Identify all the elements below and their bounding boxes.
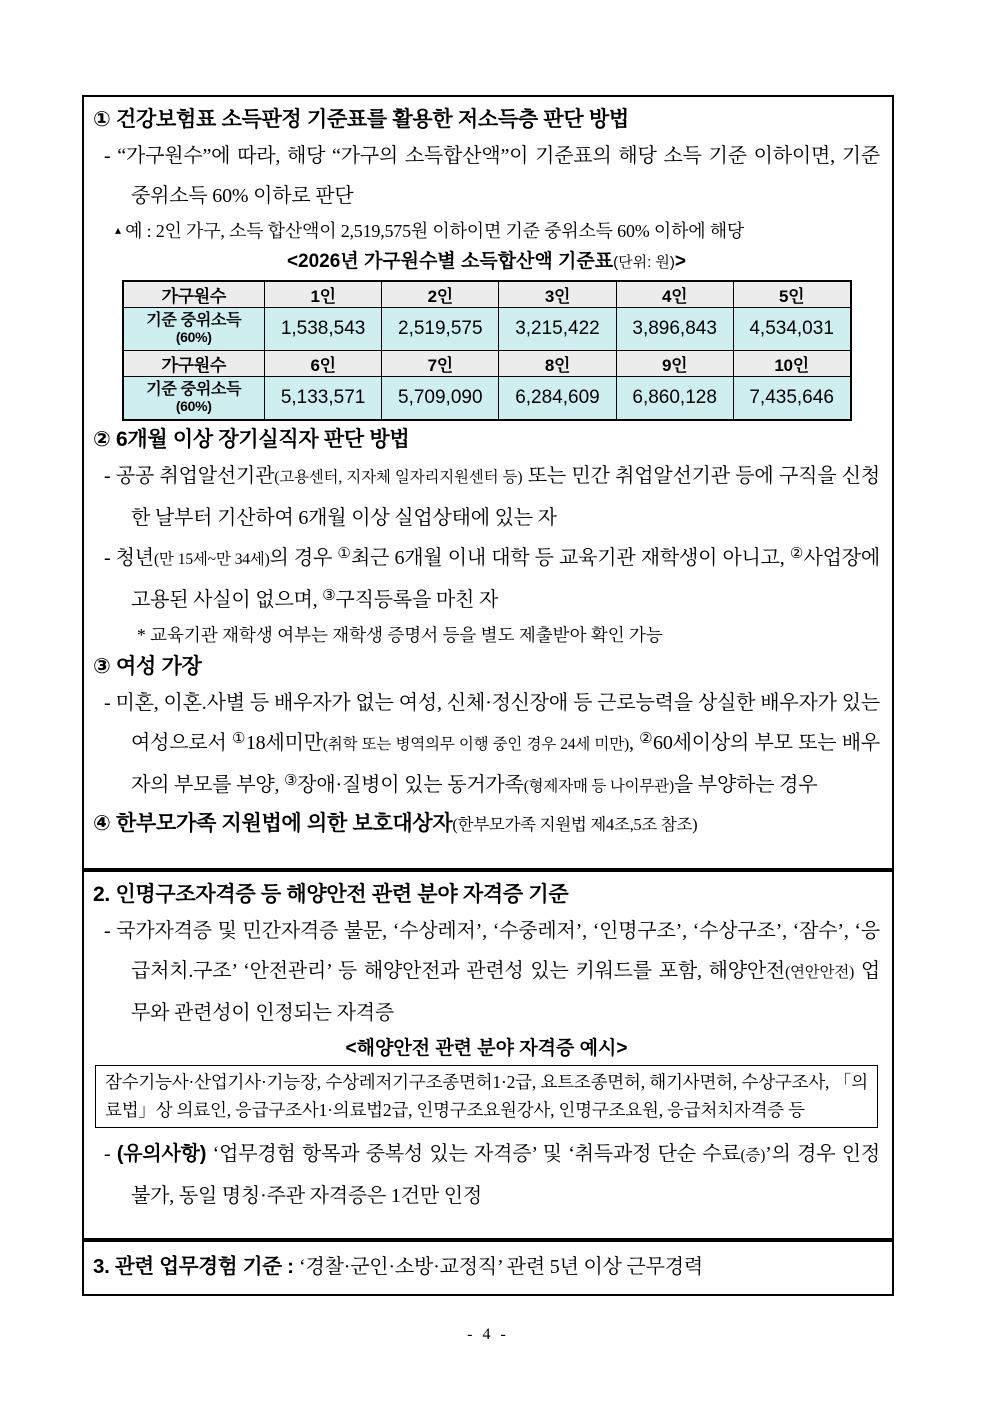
table-header-cell: 9인	[616, 351, 733, 377]
page-number: - 4 -	[467, 1326, 509, 1343]
section-heading-female-head: ③ 여성 가장	[93, 655, 202, 678]
table-value-cell: 3,215,422	[499, 308, 616, 351]
paragraph-female-head: - 미혼, 이혼.사별 등 배우자가 없는 여성, 신체·정신장애 등 근로능력을 상실한 배우자가 있는 여성으로서 ①18세미만(취학 또는 병역의무 이행 중인 경우 24세 미만), ②60세이상의 부모 또는 배우자의 부모를 부양, ③장애·질병이 있는 동거가족(형제자매 등 나이무관)을 부양하는 경우	[104, 692, 881, 796]
table-header-cell: 2인	[382, 281, 499, 308]
table-header-cell: 5인	[733, 281, 850, 308]
table-header-cell: 1인	[265, 281, 382, 308]
content-box-eligibility	[82, 95, 894, 870]
paragraph-income-criteria: - “가구원수”에 따라, 해당 “가구의 소득합산액”이 기준표의 해당 소득 기준 이하이면, 기준 중위소득 60% 이하로 판단	[104, 145, 880, 207]
content-box-certificates	[82, 870, 894, 1240]
table-header-cell: 가구원수	[123, 351, 265, 377]
section-heading-health-insurance: ① 건강보험표 소득판정 기준표를 활용한 저소득층 판단 방법	[93, 108, 629, 131]
table-label-sub: (60%)	[175, 329, 212, 345]
section-heading-single-parent: ④ 한부모가족 지원법에 의한 보호대상자(한부모가족 지원법 제4조,5조 참조)	[93, 812, 698, 835]
content-box-experience	[82, 1240, 894, 1296]
table-header-cell: 7인	[382, 351, 499, 377]
paragraph-cert-keywords: - 국가자격증 및 민간자격증 불문, ‘수상레저’, ‘수중레저’, ‘인명구조’, ‘수상구조’, ‘잠수’, ‘응급처치.구조’ ‘안전관리’ 등 해양안전과 관련성 있는 키워드를 포함, 해양안전(연안안전) 업무와 관련성이 인정되는 자격증	[104, 920, 881, 1024]
table-value-cell: 6,284,609	[499, 377, 616, 421]
table-header-cell: 가구원수	[123, 281, 265, 308]
income-criteria-table	[122, 280, 852, 421]
table-header-cell: 3인	[499, 281, 616, 308]
table-value-cell: 3,896,843	[616, 308, 733, 351]
table-label-text: 기준 중위소득	[146, 312, 242, 329]
table-value-cell: 5,709,090	[382, 377, 499, 421]
table-label-cell	[123, 308, 265, 351]
table-caption: <2026년 가구원수별 소득합산액 기준표(단위: 원)>	[286, 251, 687, 272]
table-header-cell: 4인	[616, 281, 733, 308]
table-header-cell: 8인	[499, 351, 616, 377]
table-value-cell: 7,435,646	[733, 377, 850, 421]
table-header-cell: 6인	[265, 351, 382, 377]
table-label-sub: (60%)	[175, 398, 212, 414]
table-value-cell: 5,133,571	[265, 377, 382, 421]
table-header-cell: 10인	[733, 351, 850, 377]
example-box-caption: <해양안전 관련 분야 자격증 예시>	[345, 1038, 628, 1059]
table-header-row-2	[123, 351, 851, 377]
table-value-cell: 1,538,543	[265, 308, 382, 351]
paragraph-example: ▴ 예 : 2인 가구, 소득 합산액이 2,519,575원 이하이면 기준 중위소득 60% 이하에 해당	[115, 221, 745, 241]
table-value-cell: 4,534,031	[733, 308, 850, 351]
section-heading-unemployed: ② 6개월 이상 장기실직자 판단 방법	[93, 428, 410, 451]
paragraph-public-agency: - 공공 취업알선기관(고용센터, 지자체 일자리지원센터 등) 또는 민간 취업알선기관 등에 구직을 신청한 날부터 기산하여 6개월 이상 실업상태에 있는 자	[104, 465, 880, 529]
section-heading-certificates: 2. 인명구조자격증 등 해양안전 관련 분야 자격증 기준	[93, 883, 569, 906]
note-enrollment-check: * 교육기관 재학생 여부는 재학생 증명서 등을 별도 제출받아 확인 가능	[137, 625, 663, 645]
table-value-cell: 2,519,575	[382, 308, 499, 351]
section-heading-experience: 3. 관련 업무경험 기준 : ‘경찰·군인·소방·교정직’ 관련 5년 이상 근무경력	[93, 1255, 704, 1278]
table-header-row-1	[123, 281, 851, 308]
paragraph-youth: - 청년(만 15세~만 34세)의 경우 ①최근 6개월 이내 대학 등 교육기관 재학생이 아니고, ②사업장에 고용된 사실이 없으며, ③구직등록을 마친 자	[104, 546, 880, 611]
paragraph-caution: - (유의사항) ‘업무경험 항목과 중복성 있는 자격증’ 및 ‘취득과정 단순 수료(증)’의 경우 인정 불가, 동일 명칭·주관 자격증은 1건만 인정	[104, 1143, 880, 1207]
table-value-cell: 6,860,128	[616, 377, 733, 421]
content-area	[82, 95, 894, 1344]
table-value-row-1	[123, 308, 851, 351]
table-label-text: 기준 중위소득	[146, 381, 242, 398]
certificate-example-box: 잠수기능사·산업기사·기능장, 수상레저기구조종면허1·2급, 요트조종면허, 해기사면허, 수상구조사, 「의료법」상 의료인, 응급구조사1·의료법2급, 인명구조요원강사, 인명구조요원, 응급처치자격증 등	[95, 1065, 878, 1128]
table-value-row-2	[123, 377, 851, 421]
table-label-cell	[123, 377, 265, 421]
